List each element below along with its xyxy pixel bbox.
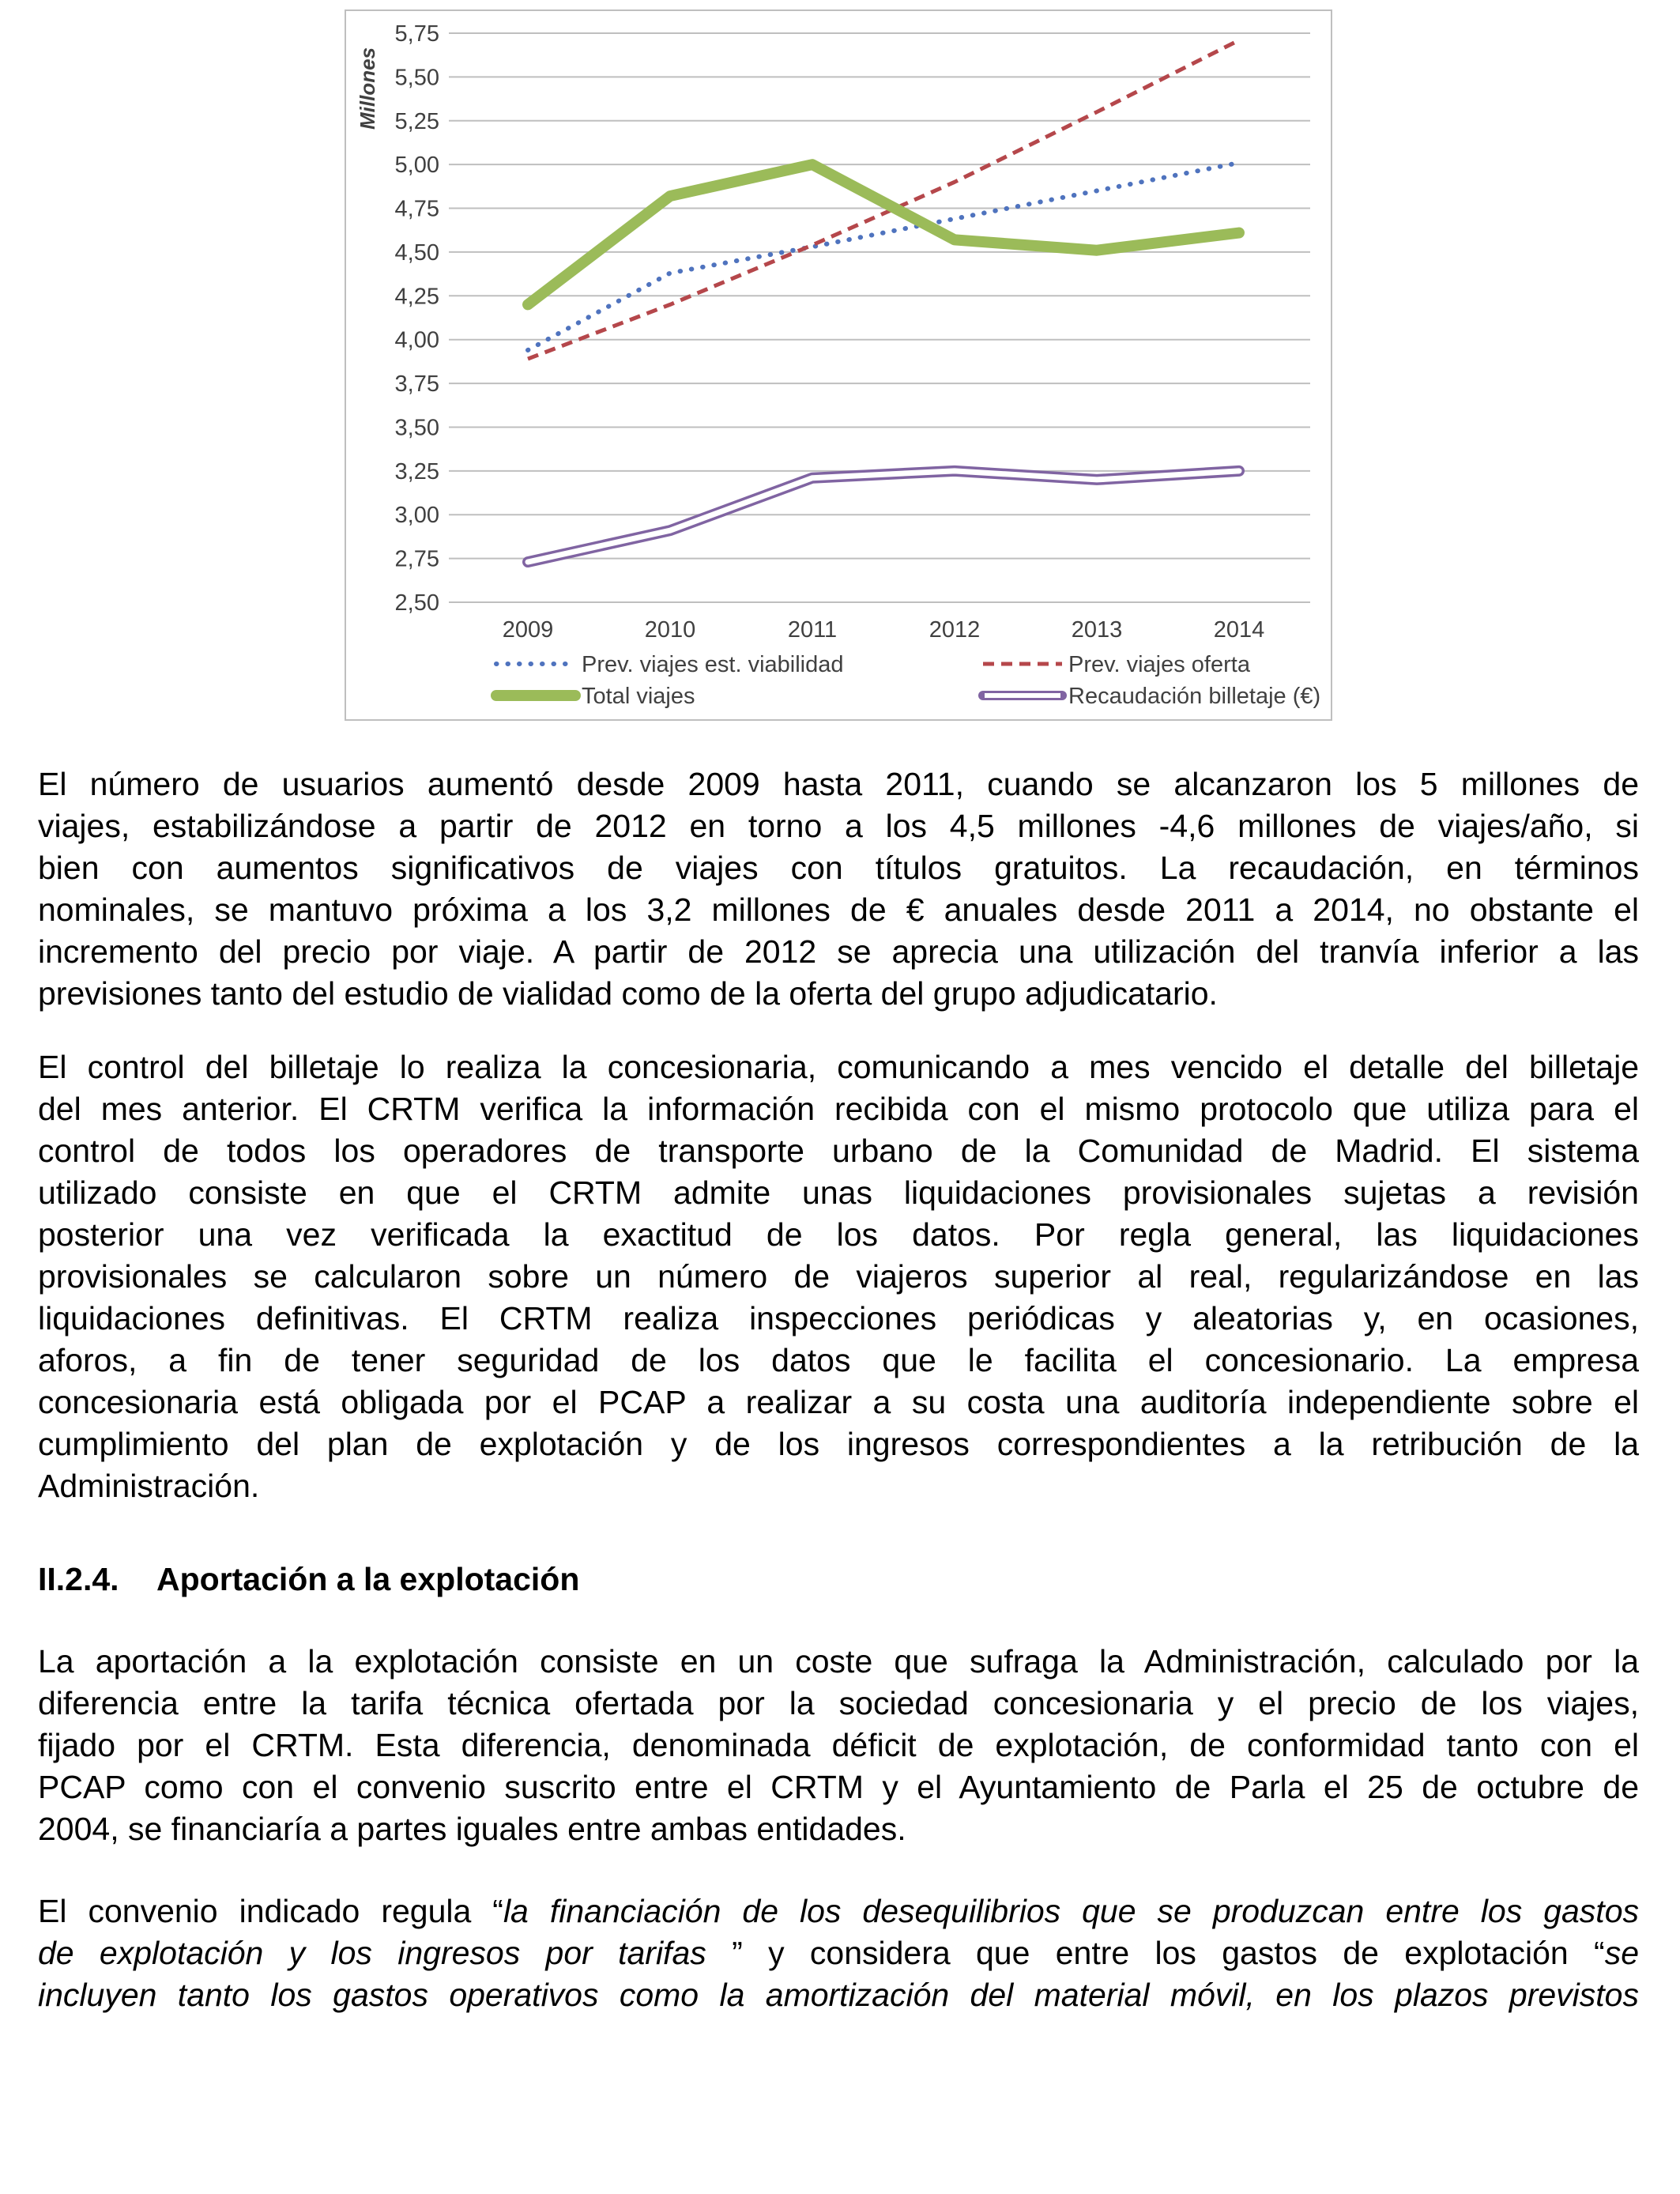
series-prev-viajes-est-viabilidad-point [1238, 162, 1240, 164]
text-line: utilizado consiste en que el CRTM admite unas liquidaciones provisionales sujetas a revisión [38, 1174, 1639, 1211]
text-line: fijado por el CRTM. Esta diferencia, denominada déficit de explotación, de conformidad tanto con el [38, 1727, 1639, 1763]
x-tick-label: 2013 [1071, 617, 1123, 643]
y-tick-label: 2,75 [394, 546, 439, 572]
x-tick-label: 2010 [644, 617, 696, 643]
quote-run: la financiación de los desequilibrios que se produzcan entre los gastos [503, 1893, 1639, 1929]
y-tick-label: 4,00 [394, 327, 439, 353]
series-total-viajes-point [812, 164, 813, 165]
series-prev-viajes-oferta-point [812, 244, 813, 246]
legend-label: Prev. viajes est. viabilidad [582, 652, 844, 677]
text-line: bien con aumentos significativos de viajes con títulos gratuitos. La recaudación, en términos [38, 850, 1639, 886]
text-line [38, 1891, 1639, 1932]
series-recaudaci-n-billetaje-point [527, 561, 529, 563]
text-line: concesionaria está obligada por el PCAP a realizar a su costa una auditoría independiente sobre el [38, 1384, 1639, 1420]
text-line: control de todos los operadores de transporte urbano de la Comunidad de Madrid. El sistema [38, 1133, 1639, 1169]
series-total-viajes-point [1238, 232, 1240, 234]
text-line: incremento del precio por viaje. A partir de 2012 se aprecia una utilización del tranvía inferior a las [38, 933, 1639, 970]
series-prev-viajes-oferta-point [1096, 111, 1098, 113]
y-tick-label: 4,25 [394, 284, 439, 310]
series-total-viajes-point [1096, 250, 1098, 251]
text-line: El número de usuarios aumentó desde 2009 hasta 2011, cuando se alcanzaron los 5 millones de [38, 766, 1639, 802]
text-line: provisionales se calcularon sobre un número de viajeros superior al real, regularizándose en las [38, 1258, 1639, 1295]
x-tick-label: 2012 [929, 617, 981, 643]
series-prev-viajes-oferta-point [1238, 40, 1240, 41]
text-run: ” y considera que entre los gastos de explotación “ [732, 1935, 1605, 1971]
legend-label: Total viajes [582, 684, 695, 709]
legend-label: Recaudación billetaje (€) [1068, 684, 1321, 709]
text-line: incluyen tanto los gastos operativos como la amortización del material móvil, en los plazos previstos [38, 1977, 1639, 2013]
series-prev-viajes-est-viabilidad-point [527, 349, 529, 351]
y-tick-label: 5,50 [394, 65, 439, 91]
paragraph-control-billetaje [38, 1046, 1639, 1507]
series-recaudaci-n-billetaje-point [1096, 479, 1098, 481]
y-tick-label: 3,25 [394, 458, 439, 484]
series-recaudaci-n-billetaje-line-inner [528, 471, 1239, 562]
section-title: Aportación a la explotación [156, 1561, 580, 1597]
series-recaudaci-n-billetaje-line [528, 471, 1239, 562]
text-line: liquidaciones definitivas. El CRTM realiza inspecciones periódicas y aleatorias y, en ocasiones, [38, 1300, 1639, 1336]
text-line: aforos, a fin de tener seguridad de los datos que le facilita el concesionario. La empresa [38, 1342, 1639, 1378]
legend-label: Prev. viajes oferta [1068, 652, 1250, 677]
text-line: previsiones tanto del estudio de vialidad como de la oferta del grupo adjudicatario. [38, 975, 1218, 1012]
y-tick-label: 3,50 [394, 415, 439, 441]
series-recaudaci-n-billetaje-point [812, 477, 813, 479]
y-tick-label: 5,00 [394, 153, 439, 179]
series-prev-viajes-oferta-point [669, 303, 671, 305]
series-recaudaci-n-billetaje-point [954, 470, 955, 472]
y-tick-label: 3,75 [394, 371, 439, 398]
series-total-viajes-point [954, 239, 955, 240]
series-prev-viajes-oferta-point [527, 358, 529, 360]
paragraph-convenio [38, 1891, 1639, 2016]
series-prev-viajes-est-viabilidad-point [954, 218, 955, 220]
text-line: Administración. [38, 1468, 260, 1504]
series-total-viajes-point [527, 303, 529, 305]
series-prev-viajes-est-viabilidad-line [528, 163, 1239, 350]
series-recaudaci-n-billetaje-point [669, 530, 671, 531]
series-recaudaci-n-billetaje-point [1238, 470, 1240, 472]
series-prev-viajes-est-viabilidad-point [669, 273, 671, 274]
section-heading [38, 1559, 579, 1600]
text-line: El control del billetaje lo realiza la concesionaria, comunicando a mes vencido el detalle del billetaje [38, 1049, 1639, 1085]
text-line: posterior una vez verificada la exactitud de los datos. Por regla general, las liquidaciones [38, 1216, 1639, 1253]
y-tick-label: 4,50 [394, 239, 439, 266]
text-line: PCAP como con el convenio suscrito entre el CRTM y el Ayuntamiento de Parla el 25 de octubre de [38, 1769, 1639, 1805]
series-prev-viajes-est-viabilidad-point [1096, 190, 1098, 191]
series-prev-viajes-oferta-point [954, 181, 955, 183]
quote-run: se [1604, 1935, 1639, 1971]
series-total-viajes-point [669, 195, 671, 197]
series-prev-viajes-est-viabilidad-point [812, 246, 813, 247]
y-tick-label: 5,75 [394, 21, 439, 47]
y-tick-label: 4,75 [394, 196, 439, 222]
text-line: diferencia entre la tarifa técnica ofertada por la sociedad concesionaria y el precio de los viajes, [38, 1685, 1639, 1721]
y-tick-label: 2,50 [394, 590, 439, 616]
chart-figure [345, 9, 1332, 721]
text-line: viajes, estabilizándose a partir de 2012 en torno a los 4,5 millones -4,6 millones de viajes/año, si [38, 808, 1639, 844]
y-tick-label: 5,25 [394, 108, 439, 134]
paragraph-usuarios [38, 763, 1639, 1015]
text-run: El convenio indicado regula “ [38, 1893, 503, 1929]
line-chart [346, 11, 1331, 719]
paragraph-aportacion [38, 1641, 1639, 1850]
text-line: nominales, se mantuvo próxima a los 3,2 millones de € anuales desde 2011 a 2014, no obstante el [38, 892, 1639, 928]
x-tick-label: 2014 [1213, 617, 1265, 643]
quote-run: de explotación y los ingresos por tarifas [38, 1935, 706, 1971]
x-tick-label: 2011 [787, 617, 838, 643]
section-number: II.2.4. [38, 1561, 119, 1597]
y-tick-label: 3,00 [394, 503, 439, 529]
text-line: La aportación a la explotación consiste en un coste que sufraga la Administración, calculado por la [38, 1643, 1639, 1679]
text-line: del mes anterior. El CRTM verifica la información recibida con el mismo protocolo que utiliza para el [38, 1091, 1639, 1127]
x-tick-label: 2009 [502, 617, 554, 643]
y-axis-title: Millones [356, 47, 379, 130]
text-line [38, 1932, 1639, 1974]
text-line: 2004, se financiaría a partes iguales entre ambas entidades. [38, 1811, 906, 1847]
text-line: cumplimiento del plan de explotación y de los ingresos correspondientes a la retribución de la [38, 1426, 1639, 1462]
